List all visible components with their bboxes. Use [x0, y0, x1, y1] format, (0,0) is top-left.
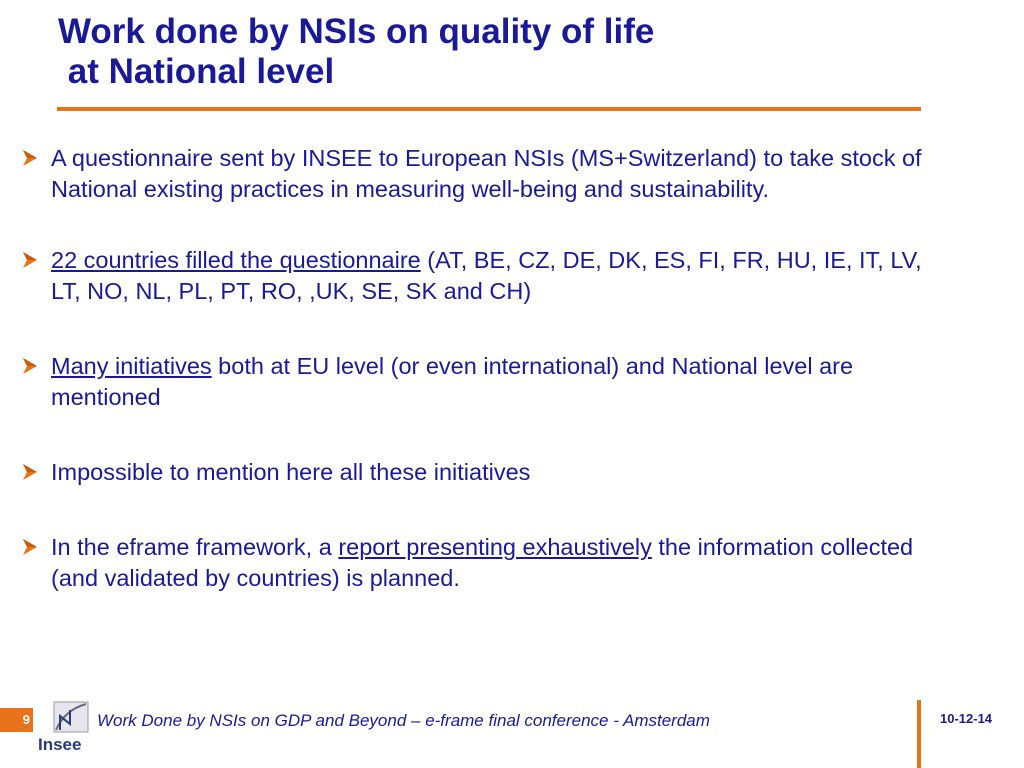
bullet-text: A questionnaire sent by INSEE to European NSIs (MS+Switzerland) to take stock of National existing practices in measuring well-being and sustainability. — [51, 145, 922, 202]
arrowhead-bullet-icon — [22, 463, 38, 481]
page-number-badge: 9 — [0, 708, 33, 732]
footer-date: 10-12-14 — [940, 711, 993, 726]
slide-title-line-1: Work done by NSIs on quality of life — [58, 12, 655, 51]
footer-divider-rule — [917, 700, 921, 768]
insee-logo-text: Insee — [38, 735, 82, 754]
bullet-underlined-text: Many initiatives — [51, 353, 212, 379]
arrowhead-bullet-icon — [22, 357, 38, 375]
bullet-text: (AT, BE, CZ, DE, DK, ES, FI, FR, HU, IE, IT, LV, LT, NO, NL, PL, PT, RO, ,UK, SE, SK and CH) — [51, 247, 922, 304]
bullet-text: both at EU level (or even international) and National level are mentioned — [51, 353, 854, 410]
bullet-item-initiatives — [22, 351, 942, 413]
bullet-text-before: In the eframe framework, a — [51, 534, 339, 560]
arrowhead-bullet-icon — [22, 538, 38, 556]
arrowhead-bullet-icon — [22, 149, 38, 167]
bullet-item-countries — [22, 245, 942, 307]
slide-title — [58, 12, 938, 92]
bullet-item-impossible — [22, 457, 942, 488]
arrowhead-bullet-icon — [22, 251, 38, 269]
bullet-text-after: the information collected (and validated by countries) is planned. — [51, 534, 914, 591]
bullet-underlined-text: report presenting exhaustively — [338, 534, 652, 560]
title-underline-rule — [57, 107, 921, 111]
bullet-text: Impossible to mention here all these initiatives — [51, 459, 531, 485]
footer-caption: Work Done by NSIs on GDP and Beyond – e-frame final conference - Amsterdam — [97, 711, 710, 730]
bullet-list — [22, 143, 942, 594]
bullet-item-questionnaire — [22, 143, 942, 205]
bullet-underlined-text: 22 countries filled the questionnaire — [51, 247, 421, 273]
slide-title-line-2: at National level — [58, 52, 335, 91]
bullet-item-report — [22, 532, 942, 594]
